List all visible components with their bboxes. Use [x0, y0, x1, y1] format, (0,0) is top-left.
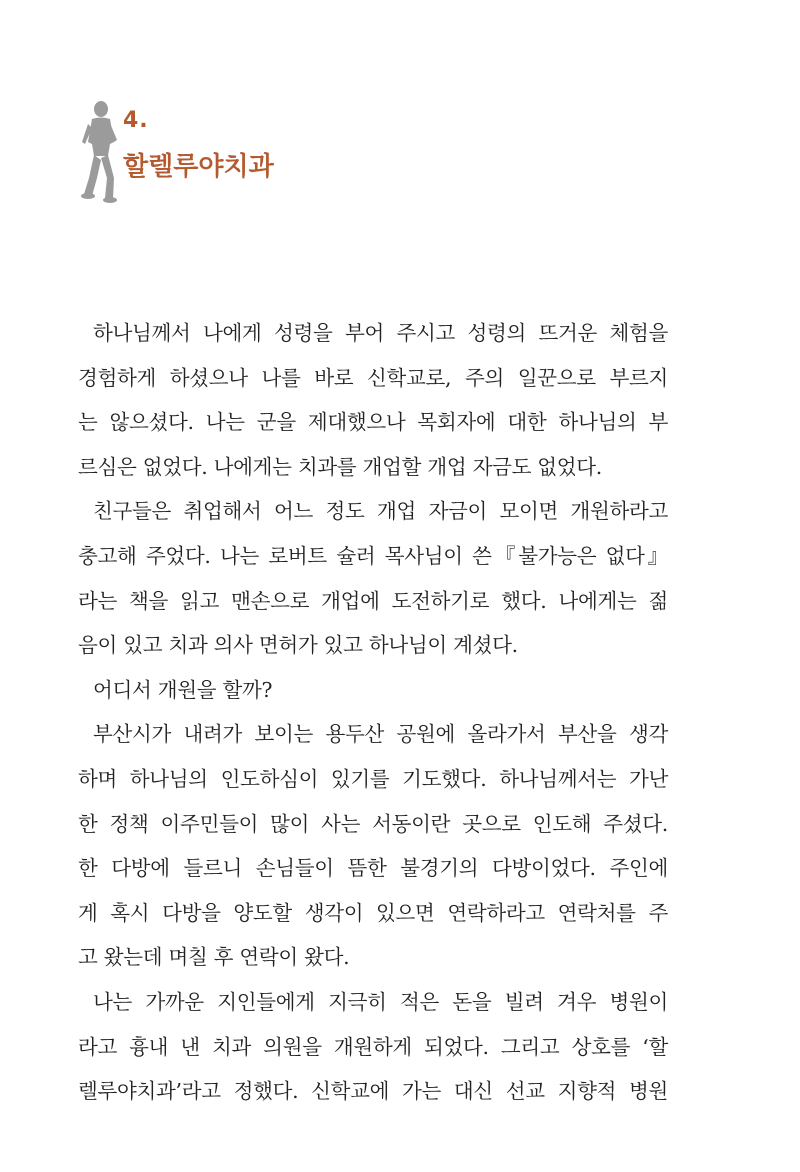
text-line: 는 않으셨다. 나는 군을 제대했으나 목회자에 대한 하나님의 부	[78, 410, 668, 435]
text-line: 부산시가 내려가 보이는 용두산 공원에 올라가서 부산을 생각	[93, 722, 668, 747]
text-line: 라고 흉내 낸 치과 의원을 개원하게 되었다. 그리고 상호를 ‘할	[78, 1034, 668, 1059]
walking-man-silhouette-icon	[70, 98, 130, 208]
chapter-number: 4.	[123, 108, 149, 133]
text-line: 음이 있고 치과 의사 면허가 있고 하나님이 계셨다.	[78, 633, 518, 658]
text-line: 어디서 개원을 할까?	[93, 677, 273, 702]
text-line: 하며 하나님의 인도하심이 있기를 기도했다. 하나님께서는 가난	[78, 766, 668, 791]
text-line: 경험하게 하셨으나 나를 바로 신학교로, 주의 일꾼으로 부르지	[78, 365, 668, 390]
chapter-title: 할렐루야치과	[123, 152, 274, 182]
text-line: 나는 가까운 지인들에게 지극히 적은 돈을 빌려 겨우 병원이	[93, 989, 668, 1014]
chapter-header	[70, 98, 470, 208]
text-line: 한 정책 이주민들이 많이 사는 서동이란 곳으로 인도해 주셨다.	[78, 811, 668, 836]
text-line: 게 혹시 다방을 양도할 생각이 있으면 연락하라고 연락처를 주	[78, 900, 668, 925]
text-line: 한 다방에 들르니 손님들이 뜸한 불경기의 다방이었다. 주인에	[78, 856, 668, 881]
text-line: 렐루야치과’라고 정했다. 신학교에 가는 대신 선교 지향적 병원	[78, 1079, 668, 1104]
text-line: 친구들은 취업해서 어느 정도 개업 자금이 모이면 개원하라고	[93, 499, 668, 524]
text-line: 라는 책을 읽고 맨손으로 개업에 도전하기로 했다. 나에게는 젊	[78, 588, 668, 613]
text-line: 르심은 없었다. 나에게는 치과를 개업할 개업 자금도 없었다.	[78, 454, 603, 479]
text-line: 충고해 주었다. 나는 로버트 슐러 목사님이 쓴『불가능은 없다』	[78, 543, 668, 568]
text-line: 하나님께서 나에게 성령을 부어 주시고 성령의 뜨거운 체험을	[93, 321, 668, 345]
body-text	[78, 311, 668, 1114]
text-line: 고 왔는데 며칠 후 연락이 왔다.	[78, 945, 350, 970]
